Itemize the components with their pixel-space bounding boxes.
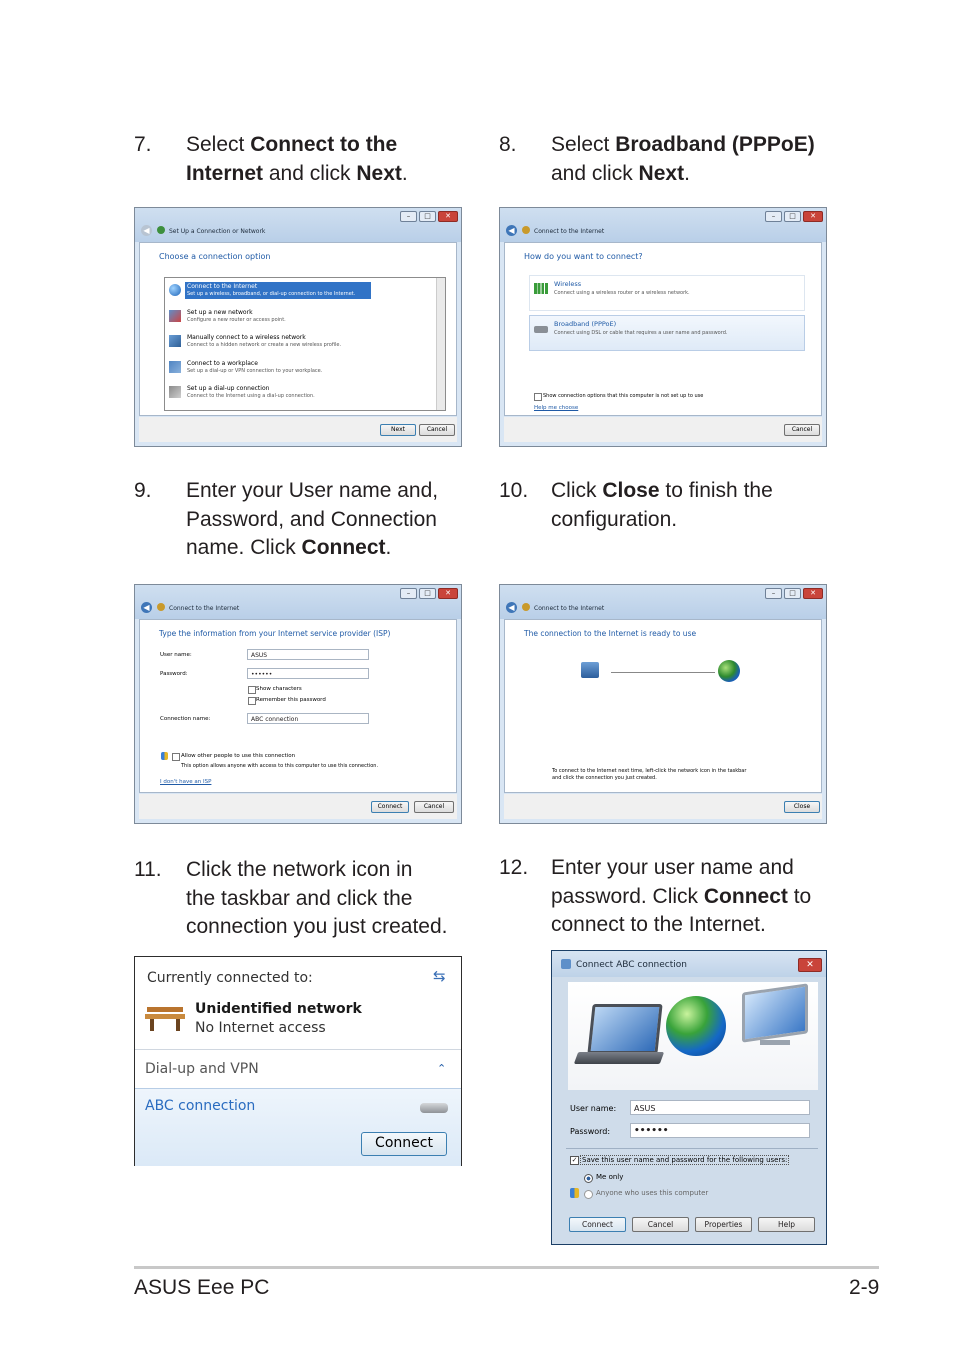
- password-label: Password:: [160, 671, 188, 677]
- step-text-run: to: [787, 884, 812, 908]
- network-icon: [157, 603, 165, 611]
- option-title[interactable]: Set up a dial-up connection: [187, 385, 270, 392]
- step-number: 7.: [134, 133, 152, 156]
- next-button[interactable]: Next: [380, 424, 416, 436]
- maximize-icon[interactable]: □: [784, 588, 801, 599]
- footer-product-name: ASUS Eee PC: [134, 1276, 270, 1299]
- wireless-icon: [169, 335, 181, 347]
- step-text-run: Enter your user name and: [551, 856, 794, 879]
- option-title[interactable]: Connect to a workplace: [187, 360, 258, 367]
- section-dialup-vpn: Dial-up and VPN: [145, 1061, 259, 1077]
- connect-button[interactable]: Connect: [569, 1217, 626, 1232]
- bench-icon: [145, 1001, 185, 1033]
- globe-icon: [169, 284, 181, 296]
- maximize-icon[interactable]: □: [784, 211, 801, 222]
- screenshot-isp-info: [134, 584, 462, 824]
- step-text-run: name. Click: [186, 536, 302, 559]
- step-text: [186, 131, 408, 188]
- connect-button[interactable]: Connect: [361, 1132, 447, 1156]
- step-text-bold: Broadband (PPPoE): [615, 133, 815, 156]
- password-input[interactable]: ••••••: [247, 668, 369, 679]
- window-title: Connect to the Internet: [534, 228, 605, 235]
- step-text: [551, 477, 773, 534]
- maximize-icon[interactable]: □: [419, 588, 436, 599]
- connection-name-label: Connection name:: [160, 716, 211, 722]
- workplace-icon: [169, 361, 181, 373]
- anyone-label: Anyone who uses this computer: [596, 1189, 709, 1197]
- window-controls: [765, 211, 823, 222]
- instruction-note: To connect to the Internet next time, left-click the network icon in the taskbar and click the connection you just created.: [552, 768, 747, 781]
- save-credentials-checkbox[interactable]: ✓: [571, 1156, 578, 1164]
- screenshot-setup-connection: [134, 207, 462, 447]
- button-bar: [504, 417, 822, 442]
- user-name-label: User name:: [160, 652, 192, 658]
- save-credentials-label: Save this user name and password for the following users:: [582, 1156, 788, 1164]
- options-list: [164, 277, 446, 411]
- globe-icon: [718, 660, 740, 682]
- step-number: 10.: [499, 479, 529, 502]
- refresh-icon[interactable]: ⇆: [433, 967, 446, 985]
- back-arrow-icon[interactable]: ◀: [141, 225, 152, 236]
- page-heading: The connection to the Internet is ready to use: [524, 629, 697, 638]
- button-bar: [139, 794, 457, 819]
- shield-icon: [161, 752, 168, 760]
- step-number: 11.: [134, 858, 162, 881]
- show-options-checkbox[interactable]: [534, 393, 542, 401]
- maximize-icon[interactable]: □: [419, 211, 436, 222]
- network-icon: [522, 226, 530, 234]
- page-heading: Choose a connection option: [159, 252, 271, 261]
- step-text-run: Click: [551, 479, 603, 502]
- step-text-run: configuration.: [551, 507, 678, 531]
- cancel-button[interactable]: Cancel: [414, 801, 454, 813]
- laptop-keyboard: [574, 1052, 664, 1064]
- show-options-label: Show connection options that this computer is not set up to use: [543, 393, 704, 399]
- network-status: No Internet access: [195, 1020, 326, 1036]
- step-text-run: Select: [551, 133, 616, 156]
- shield-icon: [570, 1188, 579, 1198]
- close-icon[interactable]: ✕: [803, 588, 823, 599]
- window-title: Set Up a Connection or Network: [169, 228, 266, 235]
- network-icon: [157, 226, 165, 234]
- step-text-run: .: [684, 161, 690, 185]
- option-title[interactable]: Connect to the Internet: [187, 283, 258, 290]
- user-name-input[interactable]: ASUS: [630, 1100, 810, 1115]
- content-pane: [139, 619, 457, 793]
- content-pane: [504, 242, 822, 416]
- connected-to-label: Currently connected to:: [147, 970, 313, 986]
- step-text-run: connect to the Internet.: [551, 913, 766, 936]
- step-text: [551, 854, 811, 940]
- password-label: Password:: [570, 1127, 611, 1136]
- back-arrow-icon[interactable]: ◀: [506, 602, 517, 613]
- me-only-radio[interactable]: [584, 1174, 593, 1183]
- properties-button[interactable]: Properties: [695, 1217, 752, 1232]
- window-controls: [400, 211, 458, 222]
- cancel-button[interactable]: Cancel: [784, 424, 820, 436]
- content-pane: [139, 242, 457, 416]
- content-pane: [504, 619, 822, 793]
- no-isp-link[interactable]: I don't have an ISP: [160, 779, 212, 785]
- modem-icon: [420, 1103, 448, 1113]
- desktop-monitor: [742, 983, 808, 1042]
- option-broadband[interactable]: [529, 315, 805, 351]
- option-subtitle: Connect using DSL or cable that requires a user name and password.: [554, 330, 728, 336]
- page-number: 2-9: [849, 1276, 880, 1299]
- step-number: 8.: [499, 133, 517, 156]
- password-input[interactable]: ••••••: [630, 1123, 810, 1138]
- monitor-stand: [760, 1040, 790, 1045]
- option-wireless[interactable]: [529, 275, 805, 311]
- step-text-run: Enter your User name and,: [186, 479, 439, 502]
- step-text-bold: Next: [356, 161, 402, 185]
- step-text-bold: Connect: [703, 884, 788, 908]
- connect-button[interactable]: Connect: [371, 801, 409, 813]
- network-name: Unidentified network: [195, 1001, 362, 1017]
- option-subtitle: Set up a wireless, broadband, or dial-up connection to the Internet.: [187, 291, 356, 297]
- option-subtitle: Connect to a hidden network or create a new wireless profile.: [187, 342, 342, 348]
- user-name-label: User name:: [570, 1104, 617, 1113]
- screenshot-connect-internet: [499, 207, 827, 447]
- option-title[interactable]: Manually connect to a wireless network: [187, 334, 306, 341]
- option-subtitle: Set up a dial-up or VPN connection to your workplace.: [187, 368, 323, 374]
- close-icon[interactable]: ✕: [803, 211, 823, 222]
- step-text-bold: Next: [638, 161, 685, 185]
- close-button[interactable]: Close: [784, 801, 820, 813]
- user-name-input[interactable]: ASUS: [247, 649, 369, 660]
- option-title: Wireless: [554, 280, 582, 288]
- step-number: 12.: [499, 856, 529, 879]
- signal-bars-icon: [534, 283, 548, 294]
- option-subtitle: Connect to the Internet using a dial-up connection.: [187, 393, 315, 399]
- connection-line: [611, 672, 715, 673]
- allow-others-label: Allow other people to use this connection: [181, 753, 296, 759]
- modem-icon: [534, 326, 548, 333]
- connection-name: ABC connection: [145, 1098, 256, 1114]
- step-text-run: password. Click: [551, 884, 704, 908]
- collapse-chevron-icon[interactable]: ⌃: [437, 1062, 447, 1075]
- cancel-button[interactable]: Cancel: [632, 1217, 689, 1232]
- step-number: 9.: [134, 479, 152, 502]
- option-subtitle: Configure a new router or access point.: [187, 317, 286, 323]
- step-text-run: to finish the: [659, 479, 773, 502]
- step-text-run: and click: [551, 161, 639, 185]
- step-text-run: Select: [186, 133, 251, 156]
- close-icon[interactable]: ✕: [438, 211, 458, 222]
- dialup-icon: [169, 386, 181, 398]
- step-text-run: .: [401, 161, 408, 185]
- divider: [566, 1148, 818, 1149]
- network-flyout: [134, 956, 462, 1166]
- connection-name-input[interactable]: ABC connection: [247, 713, 369, 724]
- remember-password-checkbox[interactable]: [248, 697, 256, 705]
- allow-others-description: This option allows anyone with access to this computer to use this connection.: [181, 763, 379, 769]
- button-bar: [139, 417, 457, 442]
- step-text-run: the taskbar and click the: [186, 886, 413, 910]
- step-text: [551, 131, 815, 188]
- show-characters-label: Show characters: [256, 686, 302, 692]
- step-text-run: .: [385, 536, 392, 559]
- laptop-screen: [587, 1004, 662, 1054]
- globe-icon: [666, 996, 726, 1056]
- step-text-run: Password, and Connection: [186, 507, 437, 531]
- minimize-icon[interactable]: –: [400, 211, 417, 222]
- minimize-icon[interactable]: –: [765, 211, 782, 222]
- remember-password-label: Remember this password: [256, 697, 326, 703]
- banner-image: [568, 982, 818, 1090]
- router-icon: [169, 310, 181, 322]
- page-heading: How do you want to connect?: [524, 252, 643, 261]
- me-only-label: Me only: [596, 1173, 624, 1181]
- step-text: [186, 856, 448, 942]
- minimize-icon[interactable]: –: [765, 588, 782, 599]
- close-icon[interactable]: ✕: [798, 958, 822, 972]
- screenshot-ready: [499, 584, 827, 824]
- option-title[interactable]: Set up a new network: [187, 309, 253, 316]
- allow-others-checkbox[interactable]: [172, 753, 180, 761]
- window-title: Connect to the Internet: [534, 605, 605, 612]
- network-icon: [522, 603, 530, 611]
- close-icon[interactable]: ✕: [438, 588, 458, 599]
- step-text-bold: Connect to the: [250, 133, 398, 156]
- window-title: Connect to the Internet: [169, 605, 240, 612]
- help-button[interactable]: Help: [758, 1217, 815, 1232]
- option-subtitle: Connect using a wireless router or a wireless network.: [554, 290, 690, 296]
- divider: [135, 1049, 461, 1050]
- connection-item[interactable]: [135, 1088, 461, 1166]
- connection-icon: [561, 959, 571, 969]
- step-text-run: and click: [263, 161, 357, 185]
- show-characters-checkbox[interactable]: [248, 686, 256, 694]
- cancel-button[interactable]: Cancel: [419, 424, 455, 436]
- window-controls: [400, 588, 458, 599]
- step-text: [186, 477, 438, 563]
- anyone-radio[interactable]: [584, 1190, 593, 1199]
- step-text-bold: Internet: [186, 161, 264, 185]
- connect-dialog: [551, 950, 827, 1245]
- dialog-title: Connect ABC connection: [576, 960, 687, 970]
- scrollbar[interactable]: [436, 278, 445, 410]
- back-arrow-icon[interactable]: ◀: [506, 225, 517, 236]
- option-title: Broadband (PPPoE): [554, 320, 617, 328]
- help-link[interactable]: Help me choose: [534, 405, 579, 411]
- page-heading: Type the information from your Internet service provider (ISP): [159, 629, 391, 638]
- window-controls: [765, 588, 823, 599]
- computer-icon: [581, 662, 599, 678]
- button-bar: [504, 794, 822, 819]
- back-arrow-icon[interactable]: ◀: [141, 602, 152, 613]
- step-text-bold: Close: [602, 479, 660, 502]
- minimize-icon[interactable]: –: [400, 588, 417, 599]
- step-text-bold: Connect: [301, 536, 386, 559]
- step-text-run: Click the network icon in: [186, 858, 413, 881]
- step-text-run: connection you just created.: [186, 915, 448, 938]
- footer-rule: [134, 1266, 879, 1269]
